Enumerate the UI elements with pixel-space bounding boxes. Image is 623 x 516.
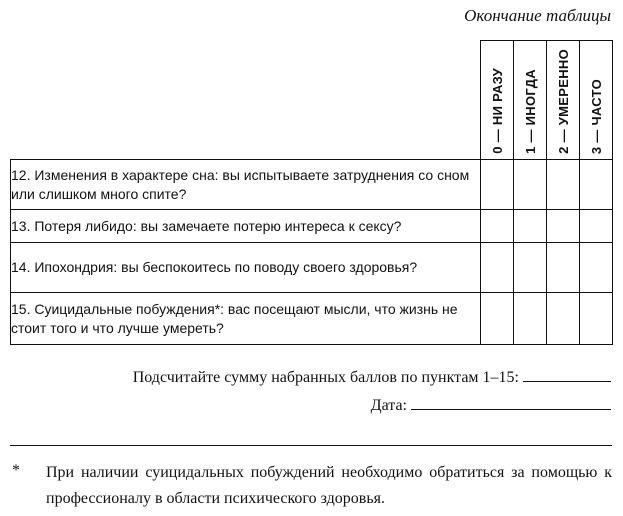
answer-cell-3[interactable] [580, 243, 613, 293]
answer-cell-2[interactable] [547, 210, 580, 243]
date-line [371, 395, 611, 415]
answer-cell-0[interactable] [481, 210, 514, 243]
question-cell [11, 243, 481, 293]
column-label: 3 — ЧАСТО [588, 78, 604, 154]
column-label: 0 — НИ РАЗУ [489, 68, 505, 154]
answer-cell-3[interactable] [580, 293, 613, 345]
answer-cell-1[interactable] [514, 293, 547, 345]
date-label: Дата: [370, 397, 407, 414]
question-number: 15. [11, 300, 31, 317]
question-text: Потеря либидо: вы замечаете потерю интереса к сексу? [34, 217, 402, 234]
answer-cell-2[interactable] [547, 243, 580, 293]
answer-cell-3[interactable] [580, 210, 613, 243]
footnote-divider [10, 445, 612, 446]
score-sum-field[interactable] [523, 367, 611, 382]
footnote-mark: * [12, 462, 20, 479]
column-header-moderately [547, 41, 580, 160]
column-header-never [481, 41, 514, 160]
answer-cell-0[interactable] [481, 293, 514, 345]
question-text: Ипохондрия: вы беспокоитесь по поводу своего здоровья? [34, 259, 418, 275]
header-blank-cell [11, 41, 481, 160]
score-sum-label: Подсчитайте сумму набранных баллов по пунктам 1–15: [132, 369, 519, 386]
table-row [11, 243, 613, 293]
question-number: 13. [11, 217, 31, 234]
column-header-often [580, 41, 613, 160]
question-text: Изменения в характере сна: вы испытываете затруднения со сном или слишком много спите? [11, 166, 470, 202]
answer-cell-0[interactable] [481, 160, 514, 210]
answer-cell-1[interactable] [514, 210, 547, 243]
questionnaire-table [10, 40, 613, 345]
table-continuation-caption: Окончание таблицы [464, 6, 611, 25]
table-row [11, 210, 613, 243]
answer-cell-1[interactable] [514, 160, 547, 210]
question-number: 12. [11, 166, 31, 183]
answer-cell-3[interactable] [580, 160, 613, 210]
date-field[interactable] [411, 395, 611, 410]
answer-cell-1[interactable] [514, 243, 547, 293]
column-header-sometimes [514, 41, 547, 160]
question-cell [11, 293, 481, 345]
question-text: Суицидальные побуждения*: вас посещают мысли, что жизнь не стоит того и что лучше умереть? [11, 300, 458, 336]
question-cell [11, 210, 481, 243]
question-cell [11, 160, 481, 210]
table-row [11, 160, 613, 210]
score-sum-line [133, 367, 611, 387]
column-label: 1 — ИНОГДА [522, 69, 538, 154]
answer-cell-0[interactable] [481, 243, 514, 293]
table-row [11, 293, 613, 345]
footnote-text: При наличии суицидальных побуждений необходимо обратиться за помощью к профессионалу в области психического здоровья. [46, 464, 612, 507]
question-number: 14. [11, 259, 31, 275]
column-label: 2 — УМЕРЕННО [555, 49, 571, 154]
table-header-row [11, 41, 613, 160]
answer-cell-2[interactable] [547, 293, 580, 345]
answer-cell-2[interactable] [547, 160, 580, 210]
